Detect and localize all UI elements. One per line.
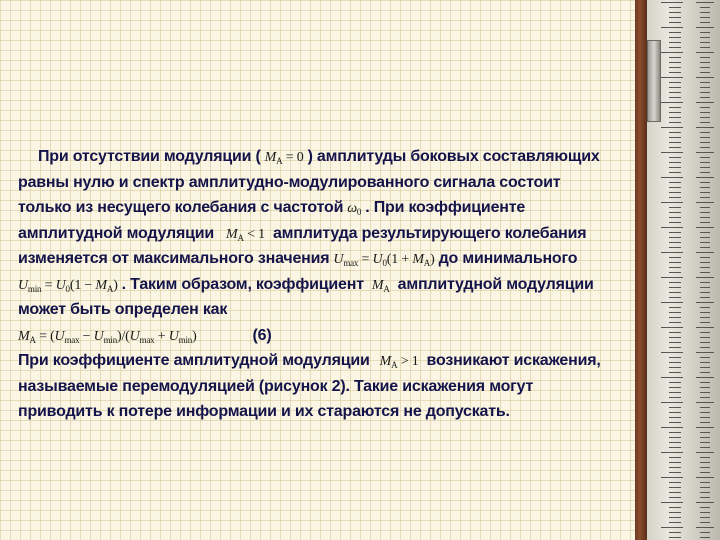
ruler-tick (669, 497, 681, 498)
ruler-tick (669, 307, 681, 308)
ruler-tick (700, 82, 710, 83)
ruler-tick (700, 132, 710, 133)
ruler-tick (669, 267, 681, 268)
ruler-tick (700, 37, 710, 38)
ruler-tick (669, 472, 681, 473)
ruler-tick (700, 12, 710, 13)
ruler-tick (700, 292, 710, 293)
ruler-tick (661, 2, 683, 3)
ruler-tick (700, 462, 710, 463)
ruler-tick (700, 357, 710, 358)
ruler-tick (669, 162, 681, 163)
ruler-tick (700, 442, 710, 443)
ruler-tick (661, 327, 683, 328)
ruler-tick (700, 7, 710, 8)
ruler-slider (647, 40, 661, 122)
ruler-tick (700, 162, 710, 163)
ruler-tick (696, 27, 714, 28)
ruler-tick (700, 317, 710, 318)
ruler-tick (696, 402, 714, 403)
text: амплитуда результирующего колебания (272, 224, 587, 242)
ruler-tick (700, 287, 710, 288)
ruler-tick (669, 512, 681, 513)
ruler-tick (700, 62, 710, 63)
ruler-tick (661, 352, 683, 353)
line-2: равны нулю и спектр амплитудно-модулированного сигнала состоит (18, 173, 561, 191)
formula-ma-definition: $M_A = (U_{max} - U_{min})/(U_{max} + U_{min})$ (18, 328, 197, 345)
ruler-tick (700, 397, 710, 398)
ruler-tick (669, 242, 681, 243)
ruler-tick (700, 72, 710, 73)
ruler-tick (669, 337, 681, 338)
ruler-tick (700, 282, 710, 283)
ruler-tick (669, 237, 681, 238)
ruler-tick (669, 57, 681, 58)
ruler-tick (700, 482, 710, 483)
ruler-tick (700, 432, 710, 433)
ruler-tick (661, 427, 683, 428)
ruler-tick (696, 452, 714, 453)
ruler-tick (700, 222, 710, 223)
ruler-tick (669, 432, 681, 433)
ruler-tick (669, 132, 681, 133)
ruler-tick (669, 7, 681, 8)
ruler-edge (635, 0, 647, 540)
ruler-tick (661, 127, 683, 128)
ruler-tick (696, 527, 714, 528)
ruler-tick (669, 167, 681, 168)
ruler-tick (700, 22, 710, 23)
text: При коэффициенте амплитудной модуляции (18, 352, 370, 369)
ruler-tick (700, 167, 710, 168)
ruler-tick (669, 117, 681, 118)
ruler-tick (661, 227, 683, 228)
ruler-tick (669, 462, 681, 463)
ruler-tick (669, 257, 681, 258)
ruler-tick (696, 302, 714, 303)
formula-umin: $U_{min} = U_0(1 - M_A)$ (18, 277, 118, 294)
ruler-tick (669, 417, 681, 418)
ruler-tick (669, 457, 681, 458)
text: При отсутствии модуляции ( (38, 148, 261, 165)
ruler-tick (669, 312, 681, 313)
ruler-tick (700, 522, 710, 523)
ruler-tick (669, 447, 681, 448)
ruler-tick (700, 257, 710, 258)
ruler-tick (669, 282, 681, 283)
ruler-tick (661, 477, 683, 478)
ruler-tick (700, 207, 710, 208)
ruler-tick (661, 452, 683, 453)
formula-ma-zero: $M_A = 0$ (264, 150, 304, 166)
ruler-tick (700, 437, 710, 438)
ruler-tick (661, 152, 683, 153)
ruler-tick (669, 532, 681, 533)
ruler-tick (669, 72, 681, 73)
ruler-tick (700, 172, 710, 173)
ruler-tick (669, 142, 681, 143)
ruler-tick (700, 147, 710, 148)
ruler-tick (661, 102, 683, 103)
ruler-tick (700, 17, 710, 18)
ruler-tick (696, 152, 714, 153)
ruler-tick (700, 57, 710, 58)
ruler-tick (700, 297, 710, 298)
ruler-tick (696, 327, 714, 328)
ruler-tick (700, 422, 710, 423)
ruler-tick (669, 317, 681, 318)
text: . При коэффициенте (365, 199, 526, 216)
ruler-tick (700, 382, 710, 383)
ruler-tick (700, 42, 710, 43)
formula-omega: $\omega_0$ (347, 201, 362, 217)
ruler-tick (700, 392, 710, 393)
ruler-tick (669, 157, 681, 158)
ruler-tick (669, 192, 681, 193)
ruler-tick (696, 427, 714, 428)
ruler-tick (669, 367, 681, 368)
ruler-tick (700, 347, 710, 348)
ruler-tick (669, 17, 681, 18)
ruler-tick (669, 47, 681, 48)
ruler-tick (700, 137, 710, 138)
ruler-tick (700, 107, 710, 108)
ruler-tick (696, 102, 714, 103)
ruler-tick (669, 147, 681, 148)
ruler-tick (661, 377, 683, 378)
ruler-tick (700, 387, 710, 388)
ruler-tick (669, 37, 681, 38)
ruler-tick (700, 457, 710, 458)
ruler-tick (696, 177, 714, 178)
ruler-tick (700, 197, 710, 198)
ruler-tick (700, 342, 710, 343)
ruler-tick (700, 142, 710, 143)
ruler-tick (669, 522, 681, 523)
line-4 (18, 221, 618, 247)
ruler-tick (700, 332, 710, 333)
ruler-tick (669, 42, 681, 43)
line-10: называемые перемодуляцией (рисунок 2). Такие искажения могут (18, 377, 534, 395)
ruler-tick (661, 527, 683, 528)
ruler-tick (669, 297, 681, 298)
ruler-tick (700, 267, 710, 268)
text: возникают искажения, (426, 352, 601, 369)
ruler-tick (700, 362, 710, 363)
ruler-tick (669, 537, 681, 538)
ruler-tick (669, 437, 681, 438)
ruler-tick (669, 187, 681, 188)
ruler-tick (700, 32, 710, 33)
ruler-tick (700, 407, 710, 408)
ruler-tick (700, 187, 710, 188)
ruler-tick (661, 77, 683, 78)
ruler-tick (669, 442, 681, 443)
ruler-tick (661, 252, 683, 253)
ruler-tick (669, 222, 681, 223)
ruler-tick (669, 232, 681, 233)
ruler-tick (669, 92, 681, 93)
paragraph (18, 144, 618, 425)
line-11: приводить к потере информации и их стараются не допускать. (18, 403, 510, 420)
ruler-tick (669, 197, 681, 198)
ruler-tick (700, 512, 710, 513)
ruler-tick (700, 272, 710, 273)
formula-umax: $U_{max} = U_0(1 + M_A)$ (333, 252, 435, 268)
ruler-tick (700, 157, 710, 158)
text: амплитудной модуляции (397, 275, 594, 293)
ruler-tick (669, 87, 681, 88)
ruler-tick (669, 12, 681, 13)
ruler-tick (696, 352, 714, 353)
ruler-tick (669, 97, 681, 98)
ruler-tick (669, 137, 681, 138)
ruler-tick (700, 337, 710, 338)
ruler-tick (700, 242, 710, 243)
ruler-tick (696, 477, 714, 478)
ruler-tick (696, 277, 714, 278)
ruler-tick (669, 407, 681, 408)
ruler-tick (661, 27, 683, 28)
ruler-tick (700, 467, 710, 468)
ruler-tick (669, 82, 681, 83)
ruler-tick (700, 367, 710, 368)
ruler-tick (669, 492, 681, 493)
line-9 (18, 348, 618, 374)
ruler-tick (700, 192, 710, 193)
ruler-tick (669, 362, 681, 363)
ruler-tick (700, 322, 710, 323)
text: только из несущего колебания с частотой (18, 199, 344, 216)
text: амплитудной модуляции (18, 224, 215, 242)
ruler-tick (669, 392, 681, 393)
ruler-tick (700, 492, 710, 493)
ruler-tick (700, 262, 710, 263)
ruler-tick (669, 347, 681, 348)
ruler-tick (669, 487, 681, 488)
ruler-tick (661, 52, 683, 53)
ruler-tick (669, 122, 681, 123)
text: ) амплитуды боковых составляющих (307, 148, 600, 165)
ruler-tick (661, 302, 683, 303)
ruler-tick (696, 202, 714, 203)
line-1 (18, 144, 618, 170)
ruler-tick (700, 487, 710, 488)
ruler-tick (700, 92, 710, 93)
equation-number: (6) (252, 326, 272, 344)
ruler-tick (700, 537, 710, 538)
ruler-tick (700, 417, 710, 418)
ruler-tick (696, 502, 714, 503)
ruler-tick (669, 287, 681, 288)
ruler-tick (700, 307, 710, 308)
ruler-tick (669, 107, 681, 108)
ruler-tick (669, 172, 681, 173)
ruler-tick (700, 47, 710, 48)
ruler-tick (661, 502, 683, 503)
ruler-tick (700, 97, 710, 98)
ruler-tick (700, 372, 710, 373)
line-5 (18, 246, 618, 272)
ruler-tick (669, 32, 681, 33)
ruler-tick (661, 402, 683, 403)
ruler-tick (696, 52, 714, 53)
ruler-tick (700, 237, 710, 238)
ruler-tick (696, 252, 714, 253)
ruler-tick (669, 412, 681, 413)
ruler-tick (696, 127, 714, 128)
ruler-tick (700, 472, 710, 473)
ruler-tick (700, 182, 710, 183)
ruler-tick (669, 422, 681, 423)
formula-ma-lt-1: $M_A < 1$ (226, 226, 265, 243)
ruler-tick (700, 517, 710, 518)
ruler-tick (700, 87, 710, 88)
ruler-tick (669, 332, 681, 333)
ruler-tick (669, 262, 681, 263)
ruler-tick (669, 62, 681, 63)
ruler-tick (700, 67, 710, 68)
ruler-tick (696, 2, 714, 3)
ruler-tick (661, 202, 683, 203)
ruler-tick (669, 322, 681, 323)
ruler-tick (696, 377, 714, 378)
line-8 (18, 323, 618, 349)
ruler-tick (669, 482, 681, 483)
line-7: может быть определен как (18, 301, 228, 318)
ruler-tick (700, 247, 710, 248)
ruler-tick (700, 212, 710, 213)
ruler-tick (669, 382, 681, 383)
ruler-tick (669, 67, 681, 68)
ruler-tick (669, 212, 681, 213)
ruler-tick (669, 207, 681, 208)
ruler-tick (669, 182, 681, 183)
ruler-tick (696, 227, 714, 228)
ruler-tick (700, 232, 710, 233)
ruler-tick (700, 217, 710, 218)
ruler-tick (700, 122, 710, 123)
ruler-tick (700, 412, 710, 413)
ruler-tick (700, 497, 710, 498)
ruler-tick (669, 247, 681, 248)
formula-ma: $M_A$ (371, 277, 390, 294)
ruler-tick (661, 277, 683, 278)
ruler-tick (669, 357, 681, 358)
text: . Таким образом, коэффициент (121, 275, 364, 293)
ruler-tick (669, 342, 681, 343)
ruler-tick (696, 77, 714, 78)
ruler-tick (700, 532, 710, 533)
ruler-tick (700, 112, 710, 113)
ruler-tick (669, 507, 681, 508)
ruler-tick (669, 397, 681, 398)
ruler-tick (669, 372, 681, 373)
ruler-tick (669, 22, 681, 23)
ruler-tick (669, 112, 681, 113)
line-3 (18, 195, 618, 221)
ruler-tick (700, 117, 710, 118)
ruler-tick (700, 312, 710, 313)
ruler-tick (669, 517, 681, 518)
ruler-tick (669, 387, 681, 388)
ruler-tick (700, 447, 710, 448)
ruler-tick (661, 177, 683, 178)
ruler-tick (669, 272, 681, 273)
ruler-tick (700, 507, 710, 508)
text: до минимального (438, 250, 578, 267)
ruler-decoration (635, 0, 720, 540)
ruler-tick (669, 217, 681, 218)
ruler-tick (669, 292, 681, 293)
formula-ma-gt-1: $M_A > 1$ (379, 354, 419, 370)
line-6 (18, 272, 618, 298)
ruler-tick (669, 467, 681, 468)
text: изменяется от максимального значения (18, 250, 330, 267)
